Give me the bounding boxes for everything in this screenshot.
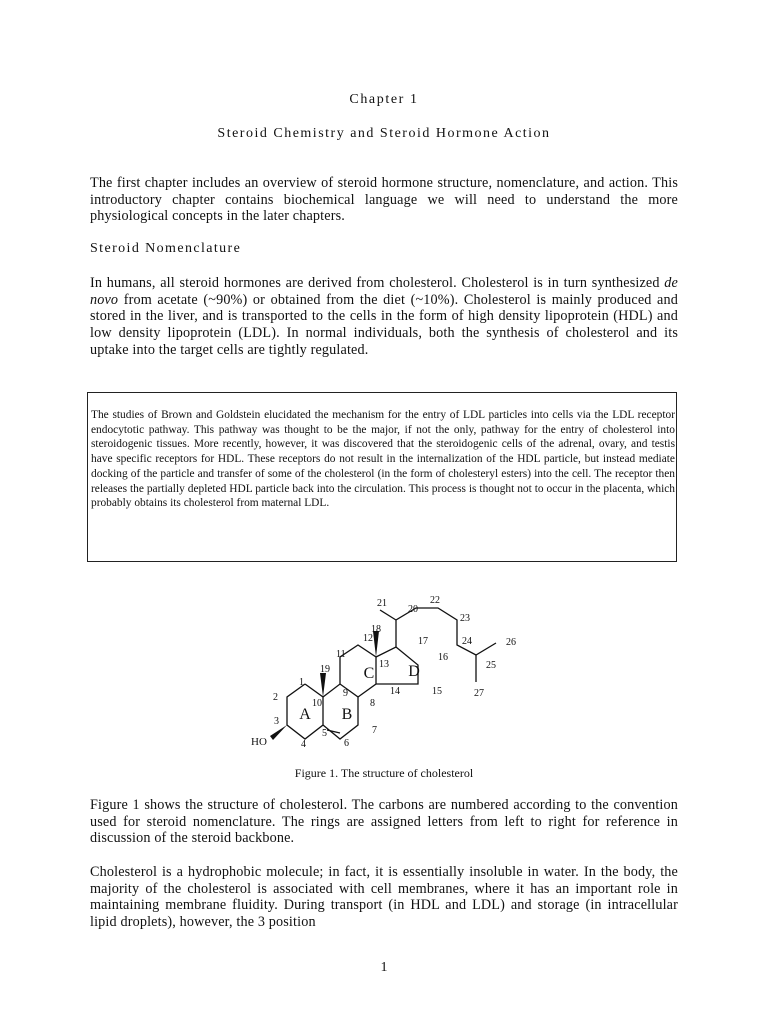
carbon-number: 27 [474,688,484,699]
carbon-number: 13 [379,659,389,670]
carbon-number: 5 [322,728,327,739]
paragraph-text-part: from acetate (~90%) or obtained from the diet (~10%). Cholesterol is mainly produced and stored in the liver, and is transported to the cells in the form of high density lipoprotein (HDL) and low density lipoprotein (LDL). In normal individuals, both the synthesis of cholesterol and its uptake into the target cells are tightly regulated. [90,291,678,358]
carbon-number: 19 [320,664,330,675]
carbon-number: 21 [377,598,387,609]
carbon-number: 7 [372,725,377,736]
carbon-number: 26 [506,637,516,648]
chapter-title: Steroid Chemistry and Steroid Hormone Action [217,126,551,141]
ring-label-b: B [341,706,353,723]
ring-label-a: A [299,706,311,723]
page-number: 1 [380,960,388,975]
chapter-label: Chapter 1 [349,92,419,107]
callout-text: The studies of Brown and Goldstein elucidated the mechanism for the entry of LDL particles into cells via the LDL receptor endocytotic pathway. This pathway was thought to be the major, if not the only, pathway for the entry of cholesterol into steroidogenic tissues. More recently, however, it was discovered that the steroidogenic cells of the adrenal, ovary, and testis have specific receptors for HDL. These receptors do not result in the internalization of the HDL particle, but instead mediate docking of the particle and transfer of some of the cholesterol (in the form of cholesteryl esters) into the cell. The receptor then releases the partially depleted HDL particle back into the circulation. This process is thought not to occur in the placenta, which probably obtains its cholesterol from maternal LDL. [91,409,675,510]
carbon-number: 14 [390,686,400,697]
carbon-number: 25 [486,660,496,671]
carbon-number: 12 [363,633,373,644]
intro-paragraph: The first chapter includes an overview of steroid hormone structure, nomenclature, and action. This introductory chapter contains biochemical language we will need to understand the more physiological concepts in the later chapters. [90,175,678,225]
carbon-number: 17 [418,636,428,647]
ring-label-d: D [408,663,420,680]
carbon-number: 23 [460,613,470,624]
section-heading: Steroid Nomenclature [90,241,242,256]
hydroxyl-wedge [270,725,287,740]
ring-label-c: C [363,665,375,682]
carbon-number: 18 [371,624,381,635]
figure-caption: Figure 1. The structure of cholesterol [294,766,474,780]
hydroxyl-label: HO [251,736,267,748]
c19-methyl-wedge [320,673,326,697]
carbon-number: 16 [438,652,448,663]
carbon-number: 4 [301,739,306,750]
carbon-number: 9 [343,688,348,699]
carbon-number: 1 [299,677,304,688]
carbon-number: 3 [274,716,279,727]
italic-term: de novo [90,275,678,308]
carbon-number: 15 [432,686,442,697]
carbon-number: 10 [312,698,322,709]
carbon-number: 20 [408,604,418,615]
carbon-number: 6 [344,738,349,749]
skeleton-bonds [287,608,496,739]
hydrophobic-paragraph: Cholesterol is a hydrophobic molecule; in fact, it is essentially insoluble in water. In the body, the majority of the cholesterol is associated with cell membranes, where it has an important role in maintaining membrane fluidity. During transport (in HDL and LDL) and storage (in intracellular lipid droplets), however, the 3 position [90,864,678,931]
carbon-number: 24 [462,636,472,647]
carbon-numbers [273,595,516,750]
carbon-number: 11 [336,649,346,660]
paragraph-text-part: In humans, all steroid hormones are derived from cholesterol. Cholesterol is in turn synthesized [90,275,665,291]
carbon-number: 22 [430,595,440,606]
carbon-number: 8 [370,698,375,709]
figure-description-paragraph: Figure 1 shows the structure of cholesterol. The carbons are numbered according to the convention used for steroid nomenclature. The rings are assigned letters from left to right for reference in discussion of the steroid backbone. [90,797,678,847]
carbon-number: 2 [273,692,278,703]
